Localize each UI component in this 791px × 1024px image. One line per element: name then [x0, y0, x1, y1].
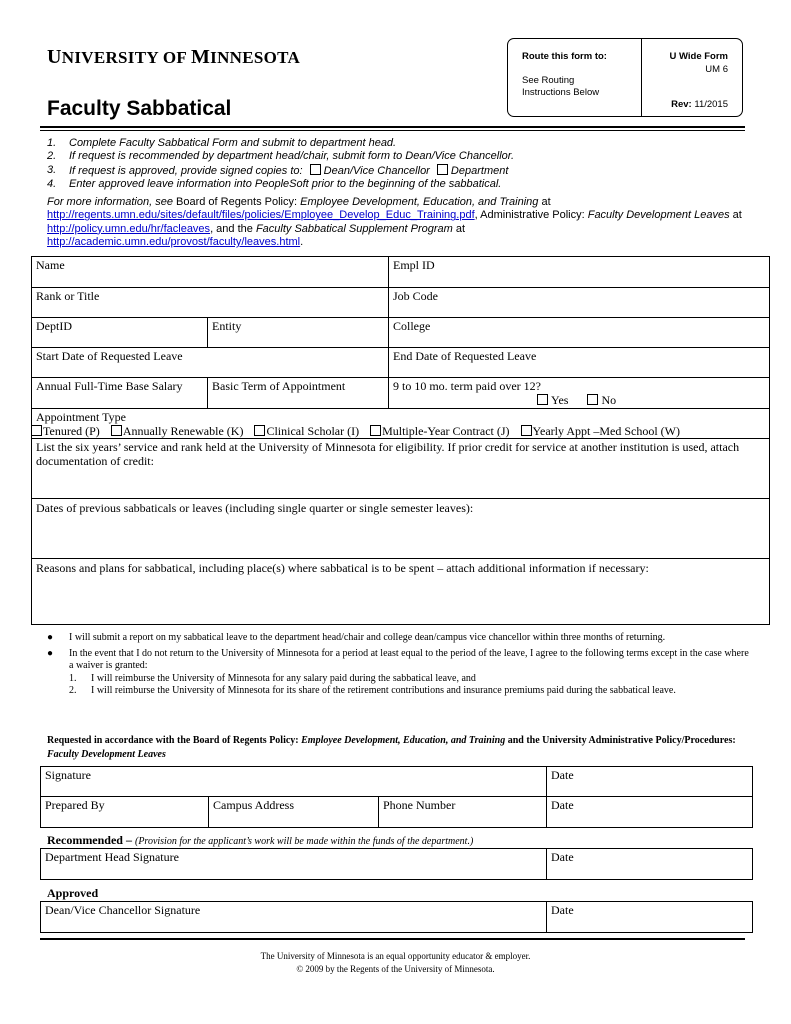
page-title: Faculty Sabbatical	[47, 97, 232, 120]
tenured-checkbox[interactable]	[31, 425, 42, 436]
revision: Rev: 11/2015	[671, 99, 728, 110]
start-date-field[interactable]: Start Date of Requested Leave	[32, 348, 389, 378]
agreement-bullet: ● I will submit a report on my sabbatical leave to the department head/chair and college dean/campus vice chancellor within three months of returning.	[47, 632, 666, 643]
recommended-heading: Recommended – (Provision for the applicant’s work will be made within the funds of the department.)	[47, 833, 474, 847]
route-line-1: See Routing	[522, 74, 575, 86]
college-field[interactable]: College	[389, 318, 770, 348]
yes-checkbox[interactable]	[537, 394, 548, 405]
signature-table	[40, 766, 753, 828]
job-code-field[interactable]: Job Code	[389, 288, 770, 318]
approved-heading: Approved	[47, 886, 99, 900]
instructions-list	[47, 137, 747, 191]
clinical-scholar-checkbox[interactable]	[254, 425, 265, 436]
form-type: U Wide Form	[669, 51, 728, 62]
header-rule	[40, 126, 745, 128]
service-history-field[interactable]: List the six years’ service and rank held at the University of Minnesota for eligibility. If prior credit for service at another institution is used, attach documentation of credit:	[32, 439, 770, 499]
footer	[0, 950, 791, 975]
applicant-info-table	[31, 256, 770, 625]
yearly-appt-checkbox[interactable]	[521, 425, 532, 436]
dept-head-date-field[interactable]: Date	[547, 849, 753, 880]
prepared-by-field[interactable]: Prepared By	[41, 797, 209, 828]
dept-head-signature-field[interactable]: Department Head Signature	[41, 849, 547, 880]
regents-policy-link[interactable]: http://regents.umn.edu/sites/default/files/policies/Employee_Develop_Educ_Training.pdf	[47, 209, 475, 222]
copy-dean-checkbox[interactable]	[310, 164, 321, 175]
routing-box	[507, 38, 743, 117]
recommended-table	[40, 848, 753, 880]
route-label: Route this form to:	[522, 51, 607, 62]
term-question: 9 to 10 mo. term paid over 12?	[393, 379, 541, 393]
basic-term-field[interactable]: Basic Term of Appointment	[208, 378, 389, 409]
instruction-item: 4. Enter approved leave information into PeopleSoft prior to the beginning of the sabbatical.	[47, 177, 502, 190]
reasons-plans-field[interactable]: Reasons and plans for sabbatical, including place(s) where sabbatical is to be spent – attach additional information if necessary:	[32, 559, 770, 625]
agreement-section	[47, 632, 752, 698]
admin-policy-link[interactable]: http://policy.umn.edu/hr/facleaves	[47, 222, 211, 235]
phone-number-field[interactable]: Phone Number	[379, 797, 547, 828]
agreement-sub-item: 1. I will reimburse the University of Minnesota for any salary paid during the sabbatical leave, and	[69, 672, 476, 684]
prepared-date-field[interactable]: Date	[547, 797, 753, 828]
instruction-item: 2. If request is recommended by department head/chair, submit form to Dean/Vice Chancellor.	[47, 150, 515, 163]
footer-line-2: © 2009 by the Regents of the University of Minnesota.	[296, 963, 495, 974]
multi-year-contract-checkbox[interactable]	[370, 425, 381, 436]
footer-rule	[40, 938, 745, 940]
agreement-bullet: ● In the event that I do not return to the University of Minnesota for a period at least equal to the period of the leave, I agree to the following terms except in the case where a waiver is granted:	[47, 647, 749, 672]
end-date-field[interactable]: End Date of Requested Leave	[389, 348, 770, 378]
no-label: No	[601, 393, 617, 407]
route-divider	[641, 38, 642, 117]
form-number: UM 6	[705, 63, 728, 75]
more-info-paragraph: For more information, see Board of Regents Policy: Employee Development, Education, and Training at http://regents.umn.edu/sites/default/files/policies/Employee_Develop_Educ_Training.pdf, Administrative Policy: Faculty Development Leaves at http://policy.umn.edu/hr/facleaves, and the Faculty Sabbatical Supplement Program at http://academic.umn.edu/provost/faculty/leaves.html.	[47, 196, 742, 249]
university-logo: UNIVERSITY OF MINNESOTA	[47, 46, 301, 68]
dept-id-field[interactable]: DeptID	[32, 318, 208, 348]
empl-id-field[interactable]: Empl ID	[389, 257, 770, 288]
rank-title-field[interactable]: Rank or Title	[32, 288, 389, 318]
supplement-program-link[interactable]: http://academic.umn.edu/provost/faculty/leaves.html	[47, 236, 301, 249]
signature-field[interactable]: Signature	[41, 767, 547, 797]
approved-table	[40, 901, 753, 933]
signature-date-field[interactable]: Date	[547, 767, 753, 797]
campus-address-field[interactable]: Campus Address	[209, 797, 379, 828]
dean-signature-field[interactable]: Dean/Vice Chancellor Signature	[41, 902, 547, 933]
footer-line-1: The University of Minnesota is an equal opportunity educator & employer.	[260, 951, 531, 961]
yes-label: Yes	[551, 393, 569, 407]
agreement-sub-item: 2. I will reimburse the University of Minnesota for its share of the retirement contributions and insurance premiums paid during the sabbatical leave.	[69, 685, 676, 697]
appointment-type-label: Appointment Type	[36, 410, 126, 424]
annually-renewable-checkbox[interactable]	[111, 425, 122, 436]
copy-department-checkbox[interactable]	[437, 164, 448, 175]
base-salary-field[interactable]: Annual Full-Time Base Salary	[32, 378, 208, 409]
dean-date-field[interactable]: Date	[547, 902, 753, 933]
header-rule-thin	[40, 130, 745, 131]
name-field[interactable]: Name	[32, 257, 389, 288]
instruction-item: 3. If request is approved, provide signed copies to: Dean/Vice Chancellor Department	[47, 163, 509, 177]
no-checkbox[interactable]	[587, 394, 598, 405]
requested-statement: Requested in accordance with the Board of Regents Policy: Employee Development, Education, and Training and the University Administrative Policy/Procedures: Faculty Development Leaves	[47, 735, 736, 760]
previous-sabbaticals-field[interactable]: Dates of previous sabbaticals or leaves (including single quarter or single semester leaves):	[32, 499, 770, 559]
term-paid-over-12-field	[389, 378, 770, 409]
appointment-type-field: Appointment Type Tenured (P) Annually Renewable (K) Clinical Scholar (I) Multiple-Year Contract (J) Yearly Appt –Med School (W)	[32, 409, 770, 439]
instruction-item: 1. Complete Faculty Sabbatical Form and submit to department head.	[47, 137, 397, 149]
entity-field[interactable]: Entity	[208, 318, 389, 348]
route-line-2: Instructions Below	[522, 87, 600, 98]
